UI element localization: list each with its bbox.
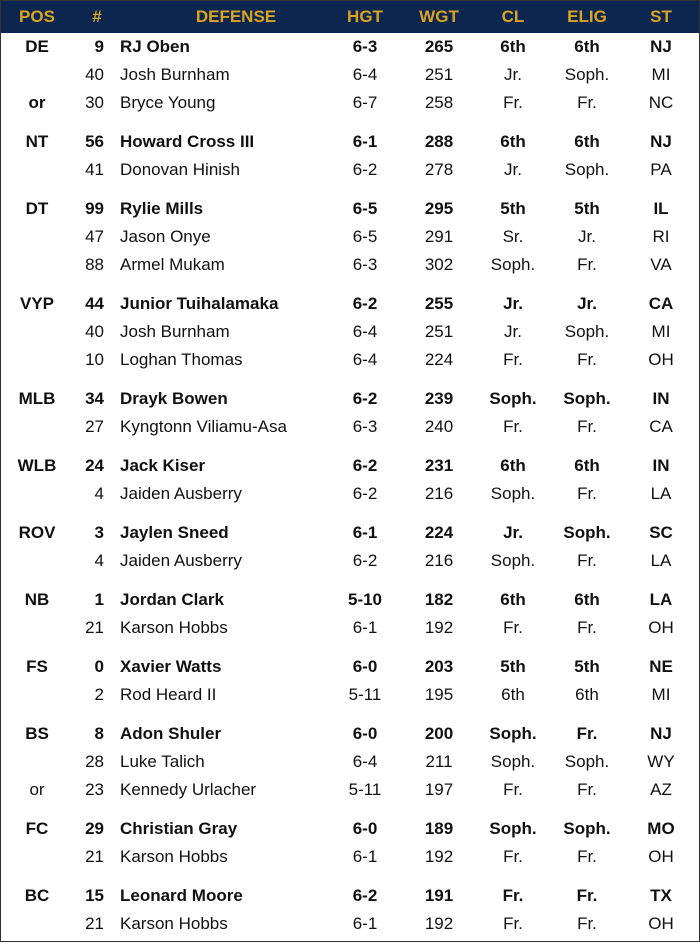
height-cell: 6-3 xyxy=(352,255,378,274)
header-weight: WGT xyxy=(419,7,459,26)
state-cell: CA xyxy=(648,294,674,313)
player-name-cell: RJ Oben xyxy=(120,37,190,56)
position-group xyxy=(1,452,699,519)
height-cell: 6-2 xyxy=(352,389,378,408)
weight-cell: 211 xyxy=(425,752,453,771)
table-row-starter xyxy=(1,653,699,681)
height-cell: 6-5 xyxy=(352,199,378,218)
player-name-cell: Leonard Moore xyxy=(120,886,243,905)
weight-cell: 216 xyxy=(424,484,454,503)
class-cell: Soph. xyxy=(489,724,537,743)
table-row-starter xyxy=(1,815,699,843)
table-row-backup xyxy=(1,776,699,804)
player-name-cell: Rylie Mills xyxy=(120,199,204,218)
jersey-number-cell: 40 xyxy=(85,322,104,341)
state-cell: OH xyxy=(648,350,674,369)
jersey-number-cell: 4 xyxy=(94,551,104,570)
height-cell: 5-11 xyxy=(348,780,382,799)
table-row-backup xyxy=(1,346,699,374)
header-number: # xyxy=(92,7,102,26)
position-cell: VYP xyxy=(19,294,55,313)
state-cell: PA xyxy=(650,160,672,179)
height-cell: 6-2 xyxy=(352,886,378,905)
height-cell: 6-3 xyxy=(352,417,378,436)
eligibility-cell: 6th xyxy=(574,590,600,609)
player-name-cell: Jason Onye xyxy=(120,227,211,246)
state-cell: IN xyxy=(652,456,670,475)
height-cell: 6-5 xyxy=(352,227,378,246)
class-cell: 6th xyxy=(500,132,526,151)
weight-cell: 224 xyxy=(424,523,454,542)
weight-cell: 195 xyxy=(424,685,454,704)
position-group xyxy=(1,815,699,882)
table-row-backup xyxy=(1,748,699,776)
table-header xyxy=(1,1,699,33)
jersey-number-cell: 15 xyxy=(85,886,104,905)
position-cell: BS xyxy=(25,724,49,743)
height-cell: 6-1 xyxy=(352,847,378,866)
weight-cell: 291 xyxy=(424,227,454,246)
weight-cell: 302 xyxy=(424,255,454,274)
state-cell: IL xyxy=(653,199,669,218)
eligibility-cell: Fr. xyxy=(577,551,597,570)
state-cell: NJ xyxy=(650,37,672,56)
position-cell: NB xyxy=(24,590,50,609)
height-cell: 6-4 xyxy=(352,350,378,369)
class-cell: Jr. xyxy=(504,160,522,179)
position-group xyxy=(1,519,699,586)
position-group xyxy=(1,33,699,128)
weight-cell: 255 xyxy=(424,294,454,313)
eligibility-cell: 6th xyxy=(574,132,600,151)
table-row-backup xyxy=(1,843,699,871)
weight-cell: 191 xyxy=(424,886,454,905)
eligibility-cell: 6th xyxy=(575,685,599,704)
weight-cell: 239 xyxy=(424,389,454,408)
player-name-cell: Luke Talich xyxy=(120,752,205,771)
player-name-cell: Christian Gray xyxy=(120,819,238,838)
position-cell: NT xyxy=(25,132,49,151)
eligibility-cell: Fr. xyxy=(577,780,597,799)
eligibility-cell: Fr. xyxy=(577,847,597,866)
height-cell: 6-7 xyxy=(352,93,378,112)
jersey-number-cell: 30 xyxy=(85,93,104,112)
table-row-backup xyxy=(1,156,699,184)
table-body xyxy=(1,33,699,949)
position-cell: WLB xyxy=(17,456,57,475)
table-row-starter xyxy=(1,290,699,318)
jersey-number-cell: 99 xyxy=(85,199,104,218)
eligibility-cell: Fr. xyxy=(577,350,597,369)
weight-cell: 224 xyxy=(424,350,454,369)
height-cell: 6-1 xyxy=(352,914,378,933)
height-cell: 6-4 xyxy=(352,65,378,84)
weight-cell: 295 xyxy=(424,199,454,218)
weight-cell: 200 xyxy=(424,724,454,743)
position-group xyxy=(1,195,699,290)
table-row-backup xyxy=(1,413,699,441)
jersey-number-cell: 29 xyxy=(85,819,104,838)
position-cell: or xyxy=(29,780,45,799)
state-cell: LA xyxy=(649,590,673,609)
weight-cell: 231 xyxy=(424,456,454,475)
table-row-backup xyxy=(1,223,699,251)
eligibility-cell: Soph. xyxy=(563,819,611,838)
class-cell: Jr. xyxy=(504,65,522,84)
jersey-number-cell: 88 xyxy=(85,255,104,274)
jersey-number-cell: 28 xyxy=(85,752,104,771)
state-cell: WY xyxy=(647,752,675,771)
class-cell: Soph. xyxy=(490,551,536,570)
position-cell: BC xyxy=(24,886,50,905)
eligibility-cell: Soph. xyxy=(564,752,610,771)
eligibility-cell: Fr. xyxy=(577,255,597,274)
jersey-number-cell: 44 xyxy=(85,294,104,313)
player-name-cell: Jack Kiser xyxy=(120,456,206,475)
state-cell: NE xyxy=(649,657,673,676)
weight-cell: 182 xyxy=(424,590,454,609)
position-group xyxy=(1,586,699,653)
jersey-number-cell: 27 xyxy=(85,417,104,436)
height-cell: 6-3 xyxy=(352,37,378,56)
jersey-number-cell: 56 xyxy=(85,132,104,151)
jersey-number-cell: 24 xyxy=(85,456,104,475)
table-row-backup xyxy=(1,251,699,279)
class-cell: Soph. xyxy=(490,484,536,503)
player-name-cell: Bryce Young xyxy=(120,93,216,112)
eligibility-cell: Soph. xyxy=(563,389,611,408)
eligibility-cell: 5th xyxy=(574,199,600,218)
state-cell: SC xyxy=(649,523,673,542)
player-name-cell: Jaiden Ausberry xyxy=(120,551,242,570)
class-cell: 6th xyxy=(500,590,526,609)
state-cell: MI xyxy=(651,322,671,341)
height-cell: 6-2 xyxy=(352,456,378,475)
eligibility-cell: 6th xyxy=(574,456,600,475)
table-row-starter xyxy=(1,519,699,547)
player-name-cell: Jaiden Ausberry xyxy=(120,484,242,503)
header-eligibility: ELIG xyxy=(567,7,607,26)
player-name-cell: Junior Tuihalamaka xyxy=(120,294,279,313)
weight-cell: 216 xyxy=(424,551,454,570)
class-cell: 6th xyxy=(500,37,526,56)
class-cell: Fr. xyxy=(503,847,523,866)
weight-cell: 251 xyxy=(424,322,454,341)
position-cell: ROV xyxy=(18,523,56,542)
eligibility-cell: 6th xyxy=(574,37,600,56)
position-group xyxy=(1,385,699,452)
weight-cell: 192 xyxy=(424,618,454,637)
state-cell: TX xyxy=(650,886,672,905)
height-cell: 6-2 xyxy=(352,160,378,179)
jersey-number-cell: 0 xyxy=(94,657,104,676)
state-cell: OH xyxy=(648,914,674,933)
height-cell: 5-10 xyxy=(347,590,383,609)
class-cell: Fr. xyxy=(503,417,523,436)
position-cell: or xyxy=(28,93,46,112)
state-cell: LA xyxy=(650,484,672,503)
jersey-number-cell: 1 xyxy=(94,590,104,609)
table-row-starter xyxy=(1,882,699,910)
table-row-starter xyxy=(1,195,699,223)
position-group xyxy=(1,128,699,195)
jersey-number-cell: 23 xyxy=(85,780,104,799)
height-cell: 6-2 xyxy=(352,294,378,313)
player-name-cell: Jaylen Sneed xyxy=(120,523,229,542)
class-cell: Fr. xyxy=(503,350,523,369)
player-name-cell: Adon Shuler xyxy=(120,724,222,743)
table-row-backup xyxy=(1,681,699,709)
header-height: HGT xyxy=(347,7,383,26)
eligibility-cell: Fr. xyxy=(577,914,597,933)
weight-cell: 265 xyxy=(424,37,454,56)
class-cell: Jr. xyxy=(503,294,523,313)
table-row-starter xyxy=(1,385,699,413)
class-cell: 5th xyxy=(500,657,526,676)
player-name-cell: Karson Hobbs xyxy=(120,618,228,637)
weight-cell: 203 xyxy=(424,657,454,676)
weight-cell: 288 xyxy=(424,132,454,151)
jersey-number-cell: 21 xyxy=(85,618,104,637)
state-cell: CA xyxy=(649,417,673,436)
class-cell: 6th xyxy=(501,685,525,704)
state-cell: MI xyxy=(651,65,671,84)
eligibility-cell: Fr. xyxy=(576,886,598,905)
height-cell: 6-2 xyxy=(352,551,378,570)
height-cell: 6-4 xyxy=(352,322,378,341)
state-cell: LA xyxy=(650,551,672,570)
position-cell: DT xyxy=(25,199,49,218)
class-cell: 6th xyxy=(500,456,526,475)
position-group xyxy=(1,290,699,385)
player-name-cell: Jordan Clark xyxy=(120,590,224,609)
state-cell: VA xyxy=(650,255,672,274)
table-row-starter xyxy=(1,452,699,480)
height-cell: 6-1 xyxy=(352,132,378,151)
player-name-cell: Drayk Bowen xyxy=(120,389,228,408)
class-cell: Soph. xyxy=(489,819,537,838)
weight-cell: 197 xyxy=(424,780,454,799)
class-cell: Jr. xyxy=(504,322,522,341)
height-cell: 6-0 xyxy=(352,724,378,743)
class-cell: Soph. xyxy=(489,389,537,408)
player-name-cell: Armel Mukam xyxy=(120,255,225,274)
position-cell: MLB xyxy=(18,389,56,408)
weight-cell: 240 xyxy=(424,417,454,436)
state-cell: MI xyxy=(651,685,671,704)
height-cell: 6-1 xyxy=(352,523,378,542)
class-cell: Sr. xyxy=(502,227,524,246)
player-name-cell: Xavier Watts xyxy=(120,657,222,676)
weight-cell: 189 xyxy=(424,819,454,838)
table-row-starter xyxy=(1,128,699,156)
class-cell: Fr. xyxy=(502,886,524,905)
height-cell: 6-4 xyxy=(352,752,378,771)
jersey-number-cell: 47 xyxy=(85,227,104,246)
class-cell: Jr. xyxy=(503,523,523,542)
jersey-number-cell: 2 xyxy=(94,685,104,704)
class-cell: Fr. xyxy=(503,780,523,799)
player-name-cell: Karson Hobbs xyxy=(120,847,228,866)
header-pos: POS xyxy=(19,7,55,26)
player-name-cell: Donovan Hinish xyxy=(120,160,241,179)
eligibility-cell: Jr. xyxy=(578,227,596,246)
class-cell: Soph. xyxy=(490,255,536,274)
player-name-cell: Karson Hobbs xyxy=(120,914,228,933)
table-row-backup xyxy=(1,89,699,117)
weight-cell: 192 xyxy=(424,914,454,933)
jersey-number-cell: 9 xyxy=(94,37,104,56)
position-group xyxy=(1,653,699,720)
eligibility-cell: Fr. xyxy=(576,724,598,743)
table-row-starter xyxy=(1,720,699,748)
player-name-cell: Kyngtonn Viliamu-Asa xyxy=(120,417,287,436)
position-group xyxy=(1,720,699,815)
position-cell: FC xyxy=(25,819,49,838)
jersey-number-cell: 10 xyxy=(85,350,104,369)
eligibility-cell: Soph. xyxy=(564,65,610,84)
height-cell: 6-1 xyxy=(352,618,378,637)
table-row-backup xyxy=(1,318,699,346)
jersey-number-cell: 41 xyxy=(85,160,104,179)
class-cell: Soph. xyxy=(490,752,536,771)
jersey-number-cell: 8 xyxy=(94,724,104,743)
player-name-cell: Rod Heard II xyxy=(120,685,217,704)
class-cell: Fr. xyxy=(503,618,523,637)
jersey-number-cell: 3 xyxy=(94,523,104,542)
jersey-number-cell: 4 xyxy=(94,484,104,503)
class-cell: Fr. xyxy=(503,93,523,112)
eligibility-cell: 5th xyxy=(574,657,600,676)
weight-cell: 192 xyxy=(424,847,454,866)
eligibility-cell: Fr. xyxy=(577,618,597,637)
jersey-number-cell: 21 xyxy=(85,914,104,933)
state-cell: NC xyxy=(648,93,674,112)
header-class: CL xyxy=(501,7,525,26)
table-row-backup xyxy=(1,910,699,938)
weight-cell: 258 xyxy=(424,93,454,112)
weight-cell: 251 xyxy=(424,65,454,84)
player-name-cell: Josh Burnham xyxy=(120,322,230,341)
header-defense: DEFENSE xyxy=(195,7,277,26)
eligibility-cell: Soph. xyxy=(564,322,610,341)
state-cell: MO xyxy=(647,819,675,838)
player-name-cell: Loghan Thomas xyxy=(120,350,243,369)
table-row-backup xyxy=(1,614,699,642)
height-cell: 6-2 xyxy=(352,484,378,503)
player-name-cell: Kennedy Urlacher xyxy=(120,780,257,799)
header-state: ST xyxy=(650,7,672,26)
table-row-backup xyxy=(1,547,699,575)
eligibility-cell: Fr. xyxy=(577,484,597,503)
eligibility-cell: Soph. xyxy=(564,160,610,179)
eligibility-cell: Jr. xyxy=(577,294,597,313)
position-cell: FS xyxy=(26,657,48,676)
state-cell: OH xyxy=(648,618,674,637)
state-cell: AZ xyxy=(650,780,672,799)
table-row-backup xyxy=(1,480,699,508)
state-cell: RI xyxy=(652,227,670,246)
class-cell: 5th xyxy=(500,199,526,218)
eligibility-cell: Soph. xyxy=(563,523,611,542)
state-cell: IN xyxy=(652,389,670,408)
state-cell: OH xyxy=(648,847,674,866)
eligibility-cell: Fr. xyxy=(577,417,597,436)
state-cell: NJ xyxy=(650,724,672,743)
player-name-cell: Howard Cross III xyxy=(120,132,255,151)
jersey-number-cell: 34 xyxy=(85,389,104,408)
state-cell: NJ xyxy=(650,132,672,151)
height-cell: 6-0 xyxy=(352,819,378,838)
weight-cell: 278 xyxy=(424,160,454,179)
table-row-backup xyxy=(1,61,699,89)
position-cell: DE xyxy=(25,37,49,56)
eligibility-cell: Fr. xyxy=(577,93,597,112)
player-name-cell: Josh Burnham xyxy=(120,65,230,84)
class-cell: Fr. xyxy=(503,914,523,933)
position-group xyxy=(1,882,699,949)
height-cell: 5-11 xyxy=(348,685,382,704)
table-row-starter xyxy=(1,586,699,614)
height-cell: 6-0 xyxy=(352,657,378,676)
table-row-starter xyxy=(1,33,699,61)
jersey-number-cell: 40 xyxy=(85,65,104,84)
jersey-number-cell: 21 xyxy=(85,847,104,866)
